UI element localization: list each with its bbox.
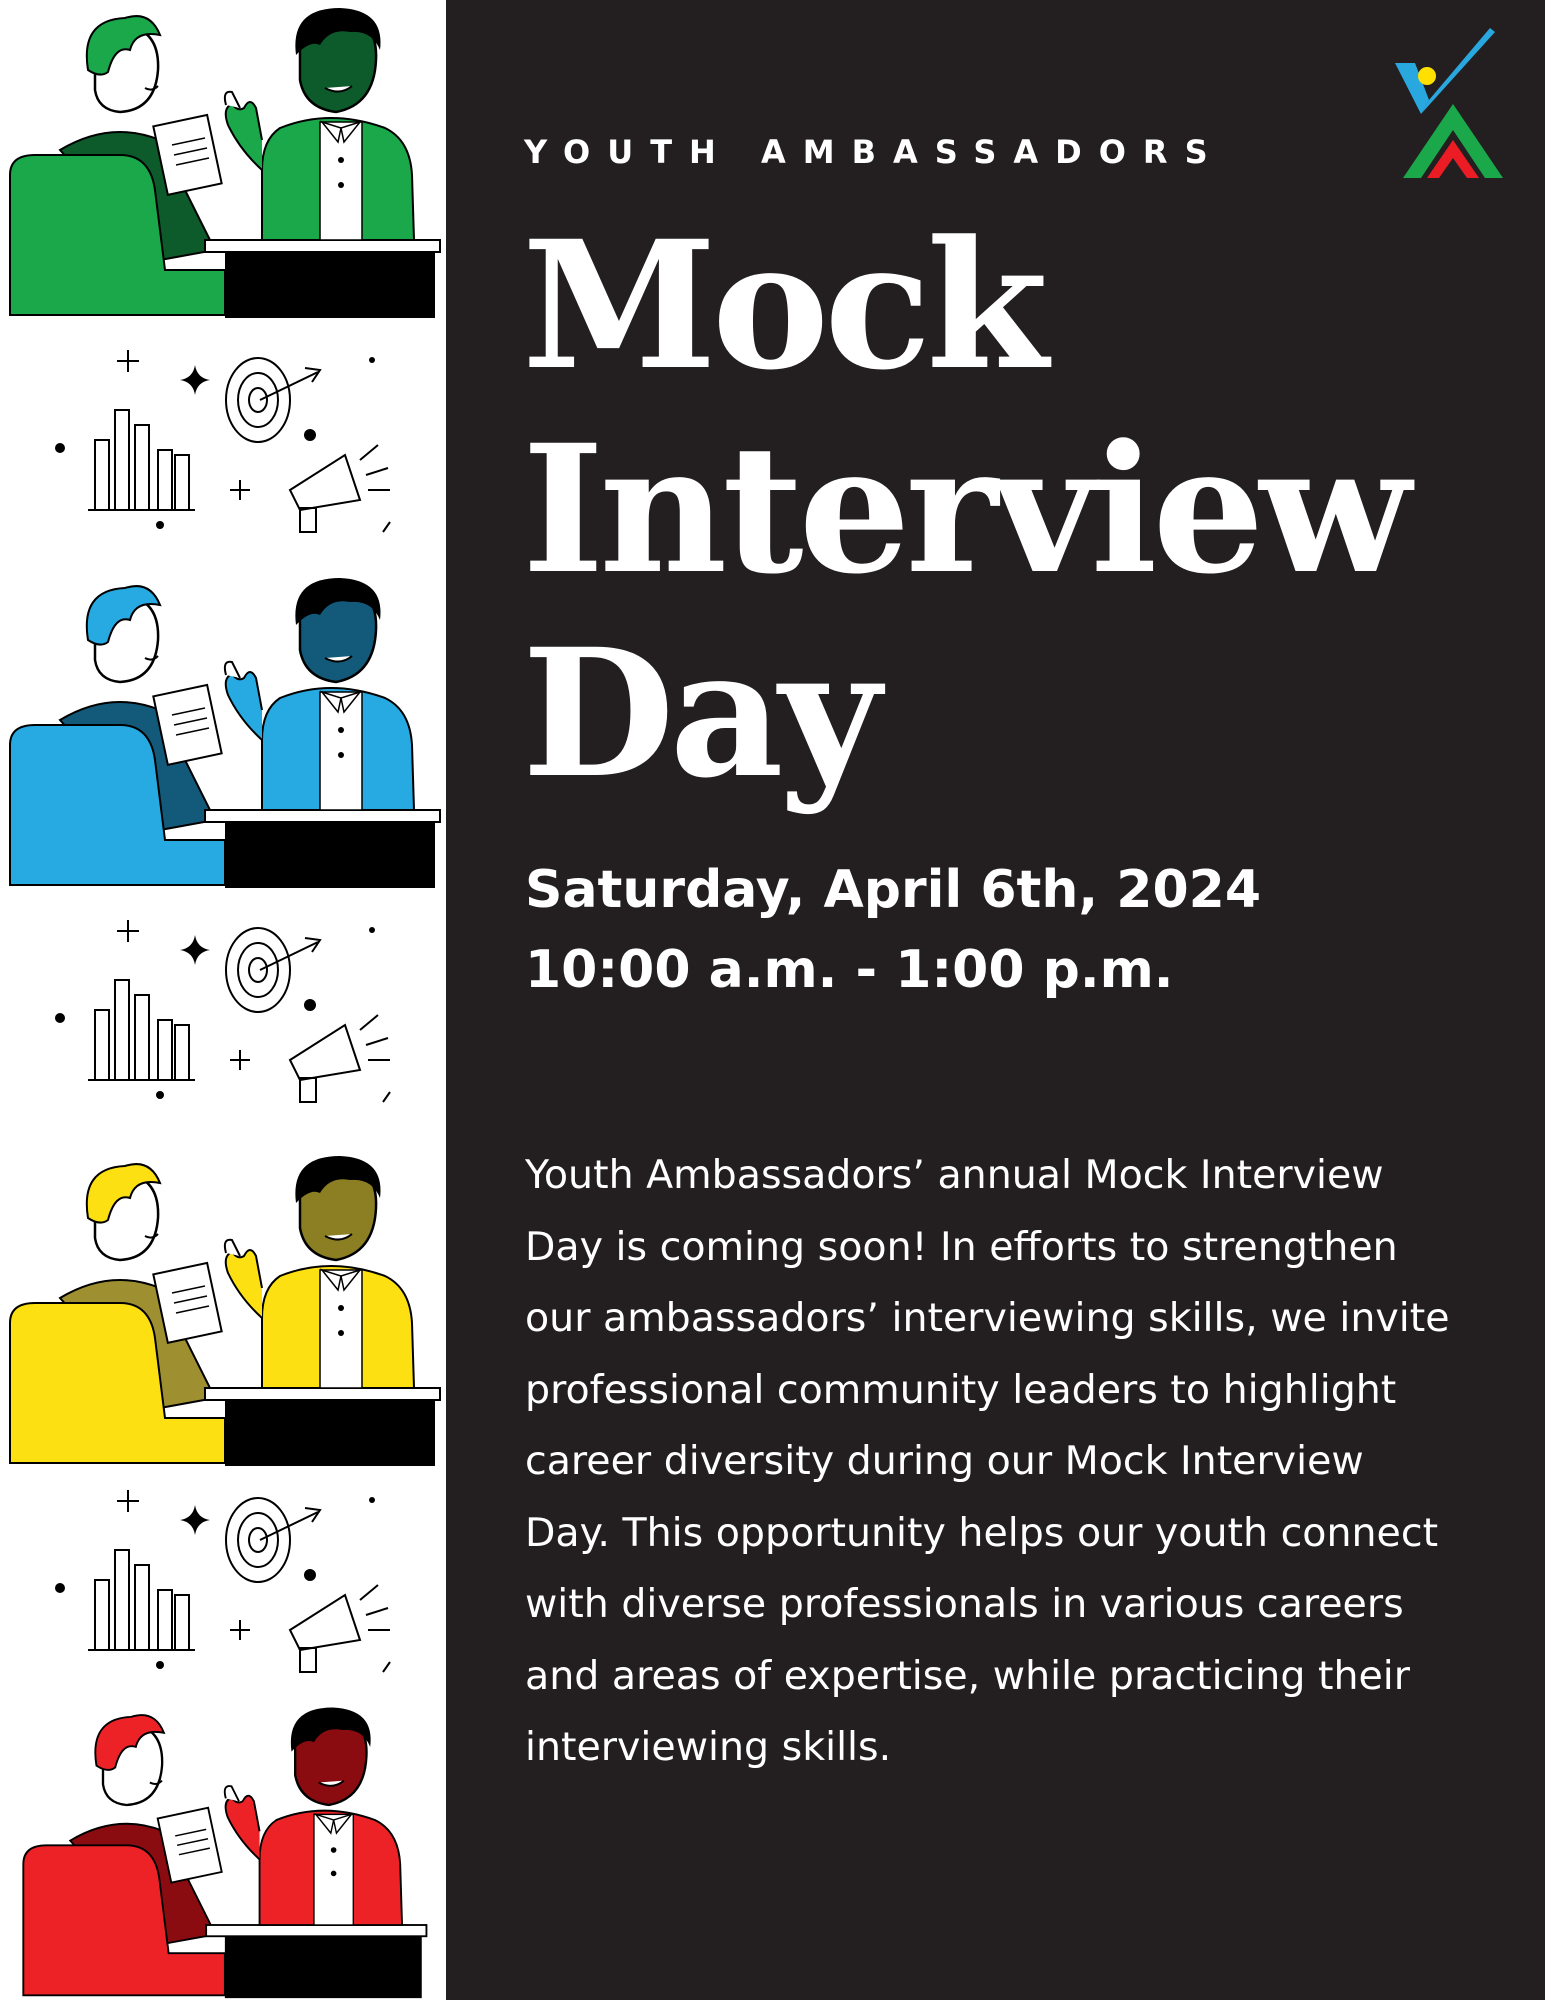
event-description: Youth Ambassadors’ annual Mock Interview Day is coming soon! In efforts to strengthen our ambassadors’ interviewing skills, we invite professional community leaders to highlight career diversity during our Mock Interview Day. This opportunity helps our youth connect with diverse professionals in various careers and areas of expertise, while practicing their interviewing skills.	[525, 1152, 1450, 1770]
desk	[205, 810, 440, 888]
event-date: Saturday, April 6th, 2024	[525, 860, 1261, 920]
interviewer-figure	[225, 1708, 402, 1926]
doodle-cluster	[0, 1480, 446, 1690]
bar-chart-icon	[88, 1550, 195, 1650]
title-line-1: Mock	[522, 202, 1044, 409]
megaphone-icon	[290, 445, 390, 532]
target-icon	[226, 928, 320, 1012]
desk	[206, 1925, 426, 1998]
megaphone-icon	[290, 1015, 390, 1102]
doodle-cluster	[0, 910, 446, 1120]
title-line-2: Interview	[522, 406, 1406, 613]
desk	[205, 1388, 440, 1466]
interview-scene-icon	[0, 570, 446, 890]
title-line-3: Day	[522, 610, 876, 817]
interview-scene-icon	[0, 1148, 446, 1468]
youth-ambassadors-logo-icon	[1395, 28, 1513, 178]
target-icon	[226, 1498, 320, 1582]
interviewer-figure	[225, 1156, 414, 1388]
event-time: 10:00 a.m. - 1:00 p.m.	[525, 940, 1174, 1000]
interviewer-figure	[225, 578, 414, 810]
bar-chart-icon	[88, 410, 195, 510]
megaphone-icon	[290, 1585, 390, 1672]
desk	[205, 240, 440, 318]
interview-scene-icon	[0, 1700, 446, 2000]
org-name: YOUTH AMBASSADORS	[524, 133, 1225, 171]
interviewer-figure	[225, 8, 414, 240]
doodle-cluster	[0, 340, 446, 550]
interview-scene-icon	[0, 0, 446, 320]
bar-chart-icon	[88, 980, 195, 1080]
target-icon	[226, 358, 320, 442]
